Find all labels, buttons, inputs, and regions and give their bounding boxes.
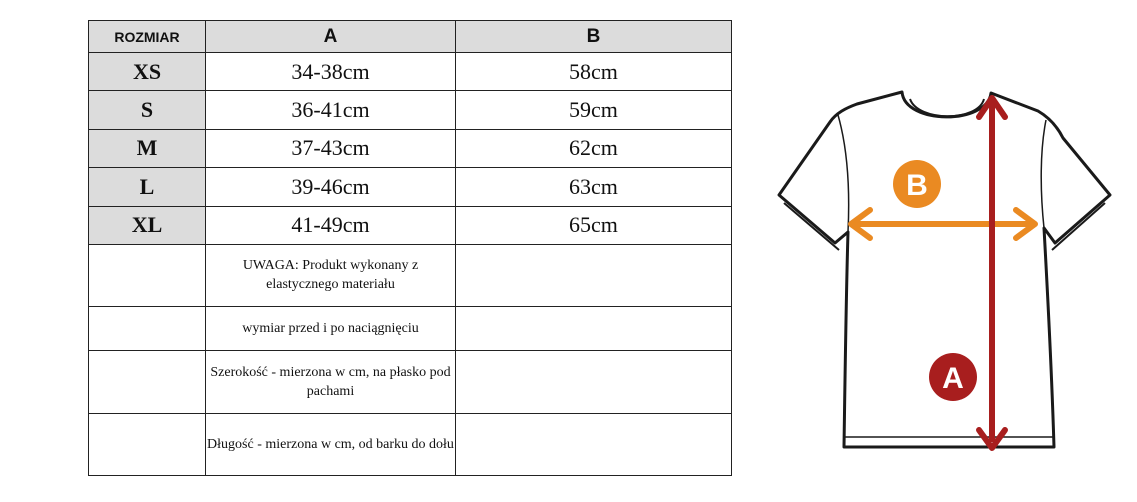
a-cell: 34-38cm	[206, 53, 456, 91]
table-row	[89, 168, 732, 206]
tshirt-diagram	[770, 80, 1120, 460]
a-badge-label: A	[942, 362, 964, 395]
empty-cell	[89, 244, 206, 306]
size-table	[88, 20, 732, 476]
b-cell: 62cm	[456, 129, 732, 167]
b-cell: 58cm	[456, 53, 732, 91]
size-cell: M	[89, 129, 206, 167]
empty-cell	[456, 306, 732, 350]
note-row	[89, 306, 732, 350]
b-cell: 59cm	[456, 91, 732, 129]
table-row	[89, 53, 732, 91]
size-cell: S	[89, 91, 206, 129]
empty-cell	[89, 413, 206, 475]
header-b: B	[456, 21, 732, 53]
a-cell: 41-49cm	[206, 206, 456, 244]
table-header-row	[89, 21, 732, 53]
note-cell: Szerokość - mierzona w cm, na płasko pod pachami	[206, 350, 456, 413]
note-cell: Długość - mierzona w cm, od barku do dołu	[206, 413, 456, 475]
note-cell: wymiar przed i po naciągnięciu	[206, 306, 456, 350]
a-cell: 39-46cm	[206, 168, 456, 206]
size-cell: L	[89, 168, 206, 206]
empty-cell	[456, 413, 732, 475]
size-cell: XS	[89, 53, 206, 91]
empty-cell	[89, 350, 206, 413]
table-row	[89, 91, 732, 129]
note-row	[89, 244, 732, 306]
header-a: A	[206, 21, 456, 53]
b-badge-label: B	[906, 169, 928, 202]
b-cell: 65cm	[456, 206, 732, 244]
note-cell: UWAGA: Produkt wykonany z elastycznego materiału	[206, 244, 456, 306]
empty-cell	[456, 350, 732, 413]
empty-cell	[456, 244, 732, 306]
a-cell: 37-43cm	[206, 129, 456, 167]
note-row	[89, 413, 732, 475]
a-cell: 36-41cm	[206, 91, 456, 129]
header-size: ROZMIAR	[89, 21, 206, 53]
empty-cell	[89, 306, 206, 350]
table-row	[89, 206, 732, 244]
b-cell: 63cm	[456, 168, 732, 206]
note-row	[89, 350, 732, 413]
size-cell: XL	[89, 206, 206, 244]
table-row	[89, 129, 732, 167]
